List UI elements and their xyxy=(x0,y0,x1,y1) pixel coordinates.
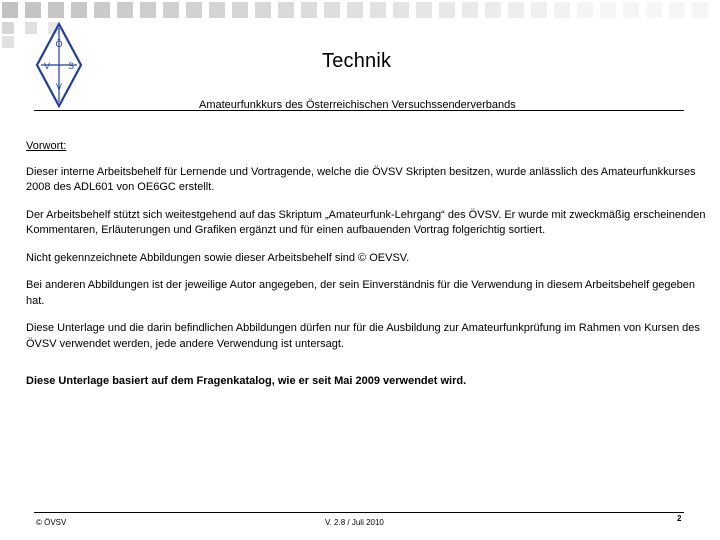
decorative-square xyxy=(347,2,363,18)
decorative-square xyxy=(485,2,501,18)
paragraph: Diese Unterlage und die darin befindlichen Abbildungen dürfen nur für die Ausbildung zur Amateurfunkprüfung im Rahmen von Kursen des ÖVSV verwendet werden, jede andere Verwendung ist untersagt. xyxy=(26,322,700,350)
section-heading: Vorwort: xyxy=(26,140,67,152)
decorative-square xyxy=(209,2,225,18)
page-subtitle: Amateurfunkkurs des Österreichischen Versuchssenderverbands xyxy=(199,99,516,111)
decorative-squares xyxy=(0,0,720,50)
decorative-square xyxy=(2,2,18,18)
page-number: 2 xyxy=(677,514,682,523)
oevsv-logo xyxy=(34,22,84,108)
decorative-square xyxy=(439,2,455,18)
bold-note: Diese Unterlage basiert auf dem Fragenkatalog, wie er seit Mai 2009 verwendet wird. xyxy=(26,375,467,387)
decorative-square xyxy=(669,2,685,18)
decorative-square xyxy=(646,2,662,18)
decorative-square xyxy=(2,22,14,34)
paragraph: Der Arbeitsbehelf stützt sich weitestgehend auf das Skriptum „Amateurfunk-Lehrgang“ des ÖVSV. Er wurde mit zweckmäßig erscheinenden Kommentaren, Erläuterungen und Grafiken ergänzt und für einen aufbauenden Vortrag folgerichtig sortiert. xyxy=(26,208,706,236)
decorative-square xyxy=(416,2,432,18)
decorative-square xyxy=(94,2,110,18)
decorative-square xyxy=(48,2,64,18)
decorative-square xyxy=(393,2,409,18)
paragraph: Dieser interne Arbeitsbehelf für Lernende und Vortragende, welche die ÖVSV Skripten besitzen, wurde anlässlich des Amateurfunkkurses 2008 des ADL601 von OE6GC erstellt. xyxy=(26,165,696,193)
decorative-square xyxy=(117,2,133,18)
decorative-square xyxy=(25,2,41,18)
decorative-square xyxy=(554,2,570,18)
paragraph: Bei anderen Abbildungen ist der jeweilige Autor angegeben, der sein Einverständnis für die Verwendung in diesem Arbeitsbehelf gegeben hat. xyxy=(26,279,696,307)
decorative-square xyxy=(255,2,271,18)
logo-letter-top: Ö xyxy=(55,39,63,49)
decorative-square xyxy=(232,2,248,18)
logo-letter-left: V xyxy=(43,61,51,71)
page-title: Technik xyxy=(322,50,392,72)
logo-letter-bottom: V xyxy=(55,82,63,92)
decorative-square xyxy=(2,36,14,48)
paragraph: Nicht gekennzeichnete Abbildungen sowie dieser Arbeitsbehelf sind © OEVSV. xyxy=(26,251,410,264)
decorative-square xyxy=(508,2,524,18)
decorative-square xyxy=(370,2,386,18)
decorative-square xyxy=(163,2,179,18)
decorative-square xyxy=(623,2,639,18)
decorative-square xyxy=(462,2,478,18)
decorative-square xyxy=(140,2,156,18)
decorative-square xyxy=(71,2,87,18)
document-body xyxy=(26,139,706,402)
footer-version: V. 2.8 / Juli 2010 xyxy=(325,518,384,527)
decorative-square xyxy=(186,2,202,18)
decorative-square xyxy=(577,2,593,18)
footer-copyright: © ÖVSV xyxy=(36,518,67,527)
decorative-square xyxy=(278,2,294,18)
decorative-square xyxy=(531,2,547,18)
decorative-square xyxy=(600,2,616,18)
footer-divider xyxy=(34,512,684,513)
logo-letter-right: S xyxy=(67,61,75,71)
decorative-square xyxy=(692,2,708,18)
decorative-square xyxy=(324,2,340,18)
decorative-square xyxy=(301,2,317,18)
header-divider xyxy=(34,110,684,111)
